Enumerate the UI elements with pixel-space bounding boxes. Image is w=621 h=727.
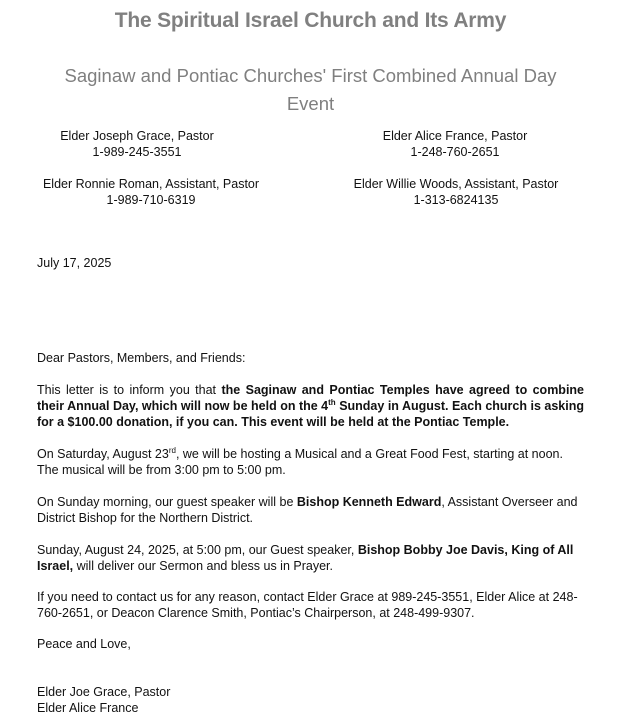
contact-phone: 1-989-245-3551 <box>92 145 182 159</box>
contact-ronnie-roman <box>37 176 265 208</box>
signature-joe-grace: Elder Joe Grace, Pastor <box>37 685 171 699</box>
paragraph-sunday-morning: On Sunday morning, our guest speaker will be Bishop Kenneth Edward, Assistant Overseer and District Bishop for the Northern District. <box>37 495 578 525</box>
contact-phone: 1-248-760-2651 <box>410 145 500 159</box>
letter-date: July 17, 2025 <box>37 256 112 270</box>
closing: Peace and Love, <box>37 637 131 651</box>
contact-joseph-grace <box>37 128 237 160</box>
contact-willie-woods <box>345 176 567 208</box>
paragraph-saturday: On Saturday, August 23rd, we will be hosting a Musical and a Great Food Fest, starting at noon. The musical will be from 3:00 pm to 5:00 pm. <box>37 445 563 477</box>
paragraph-announcement: This letter is to inform you that the Saginaw and Pontiac Temples have agreed to combine their Annual Day, which will now be held on the 4th Sunday in August. Each church is asking for a $100.00 donation, if you can. This event will be held at the Pontiac Temple. <box>37 383 585 429</box>
signature-alice-france: Elder Alice France <box>37 701 139 715</box>
contact-name: Elder Alice France, Pastor <box>382 129 528 143</box>
org-title: The Spiritual Israel Church and Its Army <box>114 9 507 32</box>
contact-phone: 1-989-710-6319 <box>106 193 196 207</box>
contact-phone: 1-313-6824135 <box>413 193 499 207</box>
contact-name: Elder Ronnie Roman, Assistant, Pastor <box>42 177 260 191</box>
event-title: Saginaw and Pontiac Churches' First Combined Annual Day Event <box>64 65 557 114</box>
contact-name: Elder Willie Woods, Assistant, Pastor <box>353 177 559 191</box>
paragraph-contact: If you need to contact us for any reason, contact Elder Grace at 989-245-3551, Elder Alice at 248-760-2651, or Deacon Clarence Smith, Pontiac’s Chairperson, at 248-499-9307. <box>37 590 578 620</box>
contact-alice-france <box>340 128 570 160</box>
paragraph-sunday-evening: Sunday, August 24, 2025, at 5:00 pm, our Guest speaker, Bishop Bobby Joe Davis, King of All Israel, will deliver our Sermon and bless us in Prayer. <box>37 543 574 573</box>
contact-name: Elder Joseph Grace, Pastor <box>60 129 214 143</box>
salutation: Dear Pastors, Members, and Friends: <box>37 351 246 365</box>
